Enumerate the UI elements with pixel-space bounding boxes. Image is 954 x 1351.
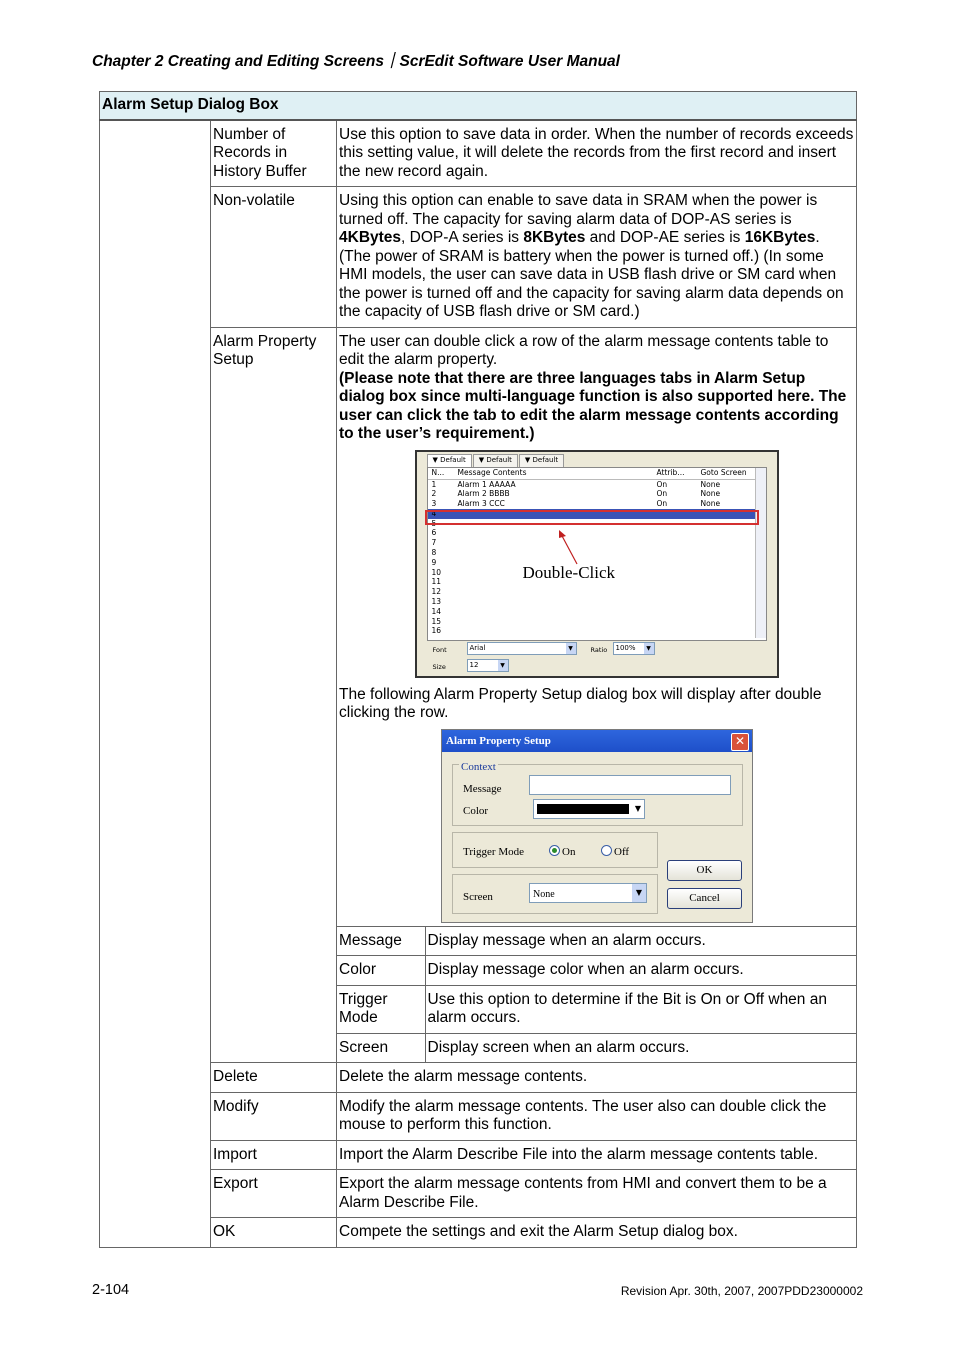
- table-cell: 8: [431, 548, 437, 558]
- sub-desc-color: Display message color when an alarm occurs.: [425, 956, 856, 986]
- table-cell: [454, 587, 653, 597]
- table-cell: [454, 538, 653, 548]
- color-swatch: [537, 804, 629, 814]
- flag-icon: ▼: [478, 455, 485, 464]
- chevron-down-icon: ▼: [498, 660, 508, 671]
- table-cell: 16: [431, 626, 442, 636]
- table-cell: 14: [431, 606, 442, 616]
- radio-on[interactable]: On: [549, 843, 575, 862]
- table-cell: [697, 607, 761, 617]
- context-legend: Context: [459, 758, 498, 777]
- table-cell: 12: [431, 587, 442, 597]
- table-cell: Alarm 3 CCC: [457, 499, 505, 509]
- table-cell: [697, 587, 761, 597]
- alarm-table-screenshot: [415, 450, 779, 678]
- table-cell: None: [700, 489, 721, 499]
- sub-desc-screen: Display screen when an alarm occurs.: [425, 1033, 856, 1062]
- table-cell: [697, 626, 761, 636]
- color-label: Color: [463, 804, 489, 817]
- trigger-label: Trigger Mode: [463, 845, 525, 858]
- table-row[interactable]: [428, 587, 766, 597]
- screen-select[interactable]: None ▼: [529, 883, 647, 903]
- flag-icon: ▼: [524, 455, 531, 464]
- table-cell: None: [700, 499, 721, 509]
- table-row[interactable]: [428, 499, 766, 509]
- selection-highlight: [425, 510, 759, 525]
- ratio-select[interactable]: 100% ▼: [613, 642, 655, 655]
- desc-records: Use this option to save data in order. When the number of records exceeds this setting value, it will delete the records from the first record and insert the new record again.: [337, 120, 857, 187]
- desc-modify: Modify the alarm message contents. The user also can double click the mouse to perform this function.: [337, 1092, 857, 1140]
- label-delete: Delete: [211, 1063, 337, 1093]
- table-cell: 15: [431, 616, 442, 626]
- radio-off[interactable]: Off: [601, 843, 629, 862]
- alarm-property-cell: [337, 327, 857, 1063]
- radio-on-icon: [549, 845, 560, 856]
- table-cell: 1: [431, 479, 437, 489]
- screen-label: Screen: [463, 890, 493, 903]
- table-row[interactable]: [428, 548, 766, 558]
- table-cell: [653, 568, 697, 578]
- label-import: Import: [211, 1140, 337, 1170]
- table-row[interactable]: [428, 538, 766, 548]
- table-cell: [697, 568, 761, 578]
- size-select[interactable]: 12 ▼: [467, 659, 509, 672]
- label-export: Export: [211, 1170, 337, 1218]
- message-label: Message: [463, 782, 502, 795]
- table-cell: [697, 617, 761, 627]
- table-cell: [697, 538, 761, 548]
- trigger-group: [452, 832, 658, 868]
- table-cell: 7: [431, 538, 437, 548]
- cancel-button[interactable]: Cancel: [667, 888, 742, 909]
- table-row[interactable]: [428, 489, 766, 499]
- table-cell: [697, 577, 761, 587]
- table-cell: 5: [431, 518, 437, 528]
- table-cell: 13: [431, 597, 442, 607]
- message-input[interactable]: [529, 775, 731, 795]
- sub-label-color: Color: [337, 956, 425, 986]
- chevron-down-icon: ▼: [632, 884, 646, 902]
- table-cell: None: [700, 479, 721, 489]
- table-cell: [697, 558, 761, 568]
- grid-scrollbar[interactable]: [755, 468, 766, 638]
- radio-off-icon: [601, 845, 612, 856]
- desc-import: Import the Alarm Describe File into the alarm message contents table.: [337, 1140, 857, 1170]
- table-row[interactable]: [428, 597, 766, 607]
- table-row[interactable]: [428, 528, 766, 538]
- alarm-property-desc2-wrap: [337, 686, 856, 723]
- sub-desc-trigger: Use this option to determine if the Bit is On or Off when an alarm occurs.: [425, 985, 856, 1033]
- revision-note: Revision Apr. 30th, 2007, 2007PDD23000002: [620, 1284, 863, 1298]
- table-cell: [653, 587, 697, 597]
- sub-label-message: Message: [337, 926, 425, 956]
- screen-group: [452, 874, 658, 914]
- language-tabs: [427, 454, 566, 467]
- alarm-property-desc: The user can double click a row of the alarm message contents table to edit the alarm property.: [339, 332, 829, 368]
- col-message: Message Contents: [457, 467, 527, 477]
- property-fields-table: [337, 926, 856, 1063]
- table-cell: [454, 528, 653, 538]
- alarm-property-note: (Please note that there are three languages tabs in Alarm Setup dialog box since multi-language function is also supported here. The user can click the tab to edit the alarm message contents according to the user’s requirement.): [339, 369, 847, 442]
- font-label: Font: [432, 645, 447, 654]
- tab-language-3[interactable]: ▼ Default: [519, 454, 564, 467]
- desc-delete: Delete the alarm message contents.: [337, 1063, 857, 1093]
- table-cell: [454, 597, 653, 607]
- table-cell: 6: [431, 528, 437, 538]
- label-nonvolatile: Non-volatile: [211, 187, 337, 328]
- tab-language-1[interactable]: ▼ Default: [427, 454, 472, 467]
- table-cell: On: [656, 489, 668, 499]
- table-cell: [653, 558, 697, 568]
- table-cell: [653, 597, 697, 607]
- table-cell: [653, 528, 697, 538]
- desc-ok: Compete the settings and exit the Alarm Setup dialog box.: [337, 1218, 857, 1248]
- tab-language-2[interactable]: ▼ Default: [473, 454, 518, 467]
- close-icon[interactable]: ✕: [731, 733, 749, 751]
- table-cell: [454, 548, 653, 558]
- table-cell: [454, 617, 653, 627]
- table-row[interactable]: [428, 607, 766, 617]
- table-row[interactable]: [428, 617, 766, 627]
- alarm-property-desc2: The following Alarm Property Setup dialog box will display after double clicking the row.: [339, 685, 822, 721]
- ratio-label: Ratio: [590, 645, 608, 654]
- table-cell: [653, 577, 697, 587]
- table-cell: 10: [431, 567, 442, 577]
- table-cell: [653, 548, 697, 558]
- page-number: 2-104: [92, 1282, 130, 1298]
- chevron-down-icon: ▼: [566, 643, 576, 654]
- color-picker[interactable]: [533, 799, 645, 819]
- table-cell: [454, 626, 653, 636]
- double-click-annotation: Double-Click: [522, 562, 616, 582]
- col-attrib: Attrib...: [656, 467, 685, 477]
- label-modify: Modify: [211, 1092, 337, 1140]
- table-cell: [653, 607, 697, 617]
- arrow-icon: [557, 530, 581, 566]
- chevron-down-icon: ▼: [644, 643, 654, 654]
- empty-left-column: [100, 120, 211, 1248]
- table-cell: 2: [431, 489, 437, 499]
- table-cell: [653, 626, 697, 636]
- table-row[interactable]: [428, 626, 766, 636]
- table-cell: [697, 597, 761, 607]
- table-cell: Alarm 1 AAAAA: [457, 479, 516, 489]
- grid-header: [428, 468, 766, 480]
- table-row[interactable]: [428, 480, 766, 490]
- table-cell: [653, 617, 697, 627]
- desc-nonvolatile: Using this option can enable to save data in SRAM when the power is turned off. The capacity for saving alarm data of DOP-AS series is 4KBytes, DOP-A series is 8KBytes and DOP-AE series is 16KBytes. (The power of SRAM is battery when the power is turned off.) (In some HMI models, the user can save data in USB flash drive or SM card when the power is turned off and the capacity for saving alarm data depends on the capacity of USB flash drive or SM card.): [337, 187, 857, 328]
- label-alarm-property: Alarm Property Setup: [211, 327, 337, 1063]
- property-dialog-screenshot: [441, 729, 753, 923]
- table-cell: 4: [431, 508, 437, 518]
- table-cell: 3: [431, 499, 437, 509]
- table-cell: [697, 548, 761, 558]
- table-cell: [697, 528, 761, 538]
- label-records: Number of Records in History Buffer: [211, 120, 337, 187]
- sub-label-screen: Screen: [337, 1033, 425, 1062]
- table-title: Alarm Setup Dialog Box: [100, 92, 857, 120]
- table-cell: [454, 607, 653, 617]
- chevron-down-icon: ▼: [634, 803, 642, 813]
- size-label: Size: [432, 662, 446, 671]
- table-cell: Alarm 2 BBBB: [457, 489, 510, 499]
- table-cell: [653, 538, 697, 548]
- ok-button[interactable]: OK: [667, 860, 742, 881]
- label-ok: OK: [211, 1218, 337, 1248]
- font-select[interactable]: Arial ▼: [467, 642, 577, 655]
- sub-label-trigger: Trigger Mode: [337, 985, 425, 1033]
- page-header: Chapter 2 Creating and Editing Screens｜ScrEdit Software User Manual: [92, 53, 620, 70]
- alarm-setup-table: [99, 91, 857, 1248]
- context-group: [452, 760, 743, 826]
- alarm-grid[interactable]: [427, 467, 767, 641]
- table-cell: 9: [431, 557, 437, 567]
- dialog-title: Alarm Property Setup: [442, 730, 752, 752]
- flag-icon: ▼: [432, 455, 438, 464]
- table-cell: On: [656, 479, 668, 489]
- sub-desc-message: Display message when an alarm occurs.: [425, 926, 856, 956]
- table-cell: On: [656, 499, 668, 509]
- col-goto: Goto Screen: [700, 467, 747, 477]
- col-number: N...: [431, 467, 445, 477]
- table-cell: 11: [431, 577, 442, 587]
- desc-export: Export the alarm message contents from HMI and convert them to be a Alarm Describe File.: [337, 1170, 857, 1218]
